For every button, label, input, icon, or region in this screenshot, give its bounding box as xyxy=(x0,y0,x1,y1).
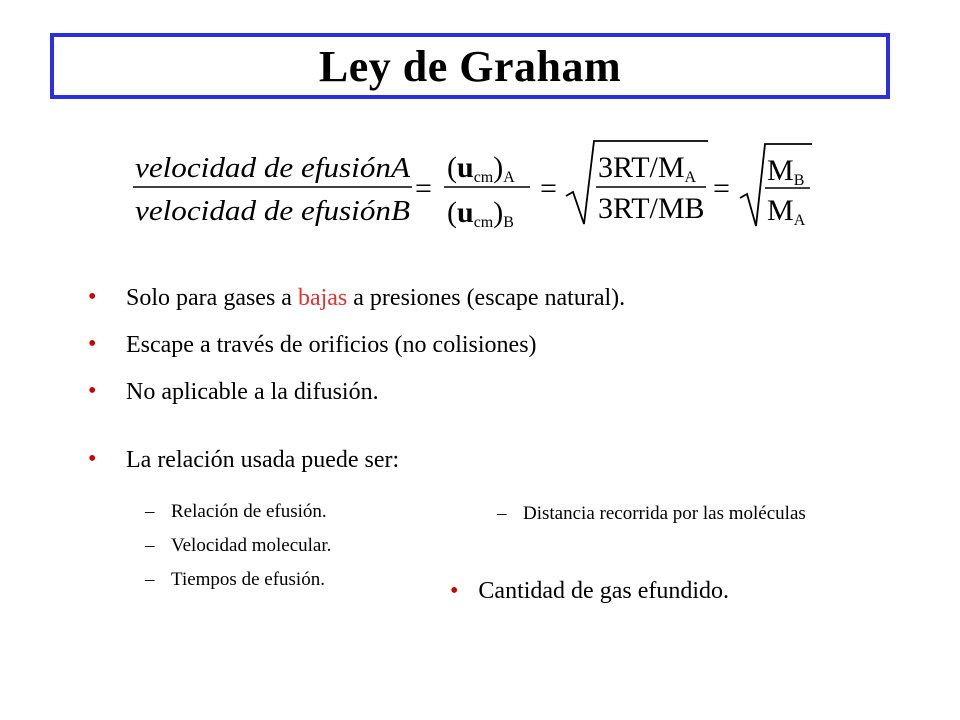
bullet-list-relation xyxy=(88,448,399,495)
subscript-a: A xyxy=(503,169,515,186)
formula-denominator-left: velocidad de efusiónB xyxy=(135,196,410,227)
sqrt1-denominator: 3RT/MB xyxy=(598,192,705,225)
sqrt1-num-text: 3RT/M xyxy=(598,151,685,184)
bullet-item: • No aplicable a la difusión. xyxy=(88,378,379,405)
sub-item: – Tiempos de efusión. xyxy=(145,569,325,590)
sqrt2-numerator xyxy=(767,154,804,189)
bullet-list-top xyxy=(88,286,625,427)
dash: – xyxy=(145,501,155,522)
page-title: Ley de Graham xyxy=(318,41,622,91)
sqrt1-num-sub: A xyxy=(684,169,697,186)
sub-item: – Relación de efusión. xyxy=(145,501,327,522)
bullet-item: • La relación usada puede ser: xyxy=(88,446,400,473)
sqrt2-denominator xyxy=(767,194,806,229)
u-symbol-num: u xyxy=(457,151,474,184)
dash: – xyxy=(145,535,155,556)
bullet-item: • Escape a través de orificios (no colisiones) xyxy=(88,331,537,358)
right-sub-text: Distancia recorrida por las moléculas xyxy=(523,503,806,524)
right-bullet-text: Cantidad de gas efundido. xyxy=(478,578,730,604)
ucm-denominator: (ucm)B xyxy=(447,196,514,231)
equals-sign-1: = xyxy=(415,172,432,205)
formula-numerator-left: velocidad de efusiónA xyxy=(135,153,411,184)
right-sub-item xyxy=(497,500,827,528)
bullet-dot: • xyxy=(88,284,97,310)
title-box xyxy=(50,33,890,99)
sqrt2-den-sub: A xyxy=(793,212,806,229)
highlight-word: bajas xyxy=(297,285,348,311)
u-symbol-den: u xyxy=(457,196,474,229)
equals-sign-2: = xyxy=(540,172,557,205)
sub-list xyxy=(145,502,331,604)
sub-item: – Velocidad molecular. xyxy=(145,535,332,556)
bullet-item: • Solo para gases a bajas a presiones (escape natural). xyxy=(88,284,626,311)
ucm-numerator: (ucm)A xyxy=(447,151,515,186)
subscript-b: B xyxy=(503,214,514,231)
ucm-sub-num: cm xyxy=(473,169,494,186)
dash: – xyxy=(145,569,155,590)
sqrt1-numerator xyxy=(598,151,697,186)
bullet-dot: • xyxy=(88,446,97,472)
sqrt2-num-text: M xyxy=(767,154,794,187)
dash: – xyxy=(497,503,507,524)
bullet-dot: • xyxy=(450,578,459,604)
bullet-dot: • xyxy=(88,378,97,404)
ucm-sub-den: cm xyxy=(473,214,494,231)
sqrt-sign-2 xyxy=(740,144,812,226)
equals-sign-3: = xyxy=(713,172,730,205)
sqrt2-den-text: M xyxy=(767,194,794,227)
sqrt2-num-sub: B xyxy=(793,172,805,189)
bullet-dot: • xyxy=(88,331,97,357)
right-bullet-item xyxy=(450,578,729,605)
sqrt-sign-1 xyxy=(566,141,708,224)
